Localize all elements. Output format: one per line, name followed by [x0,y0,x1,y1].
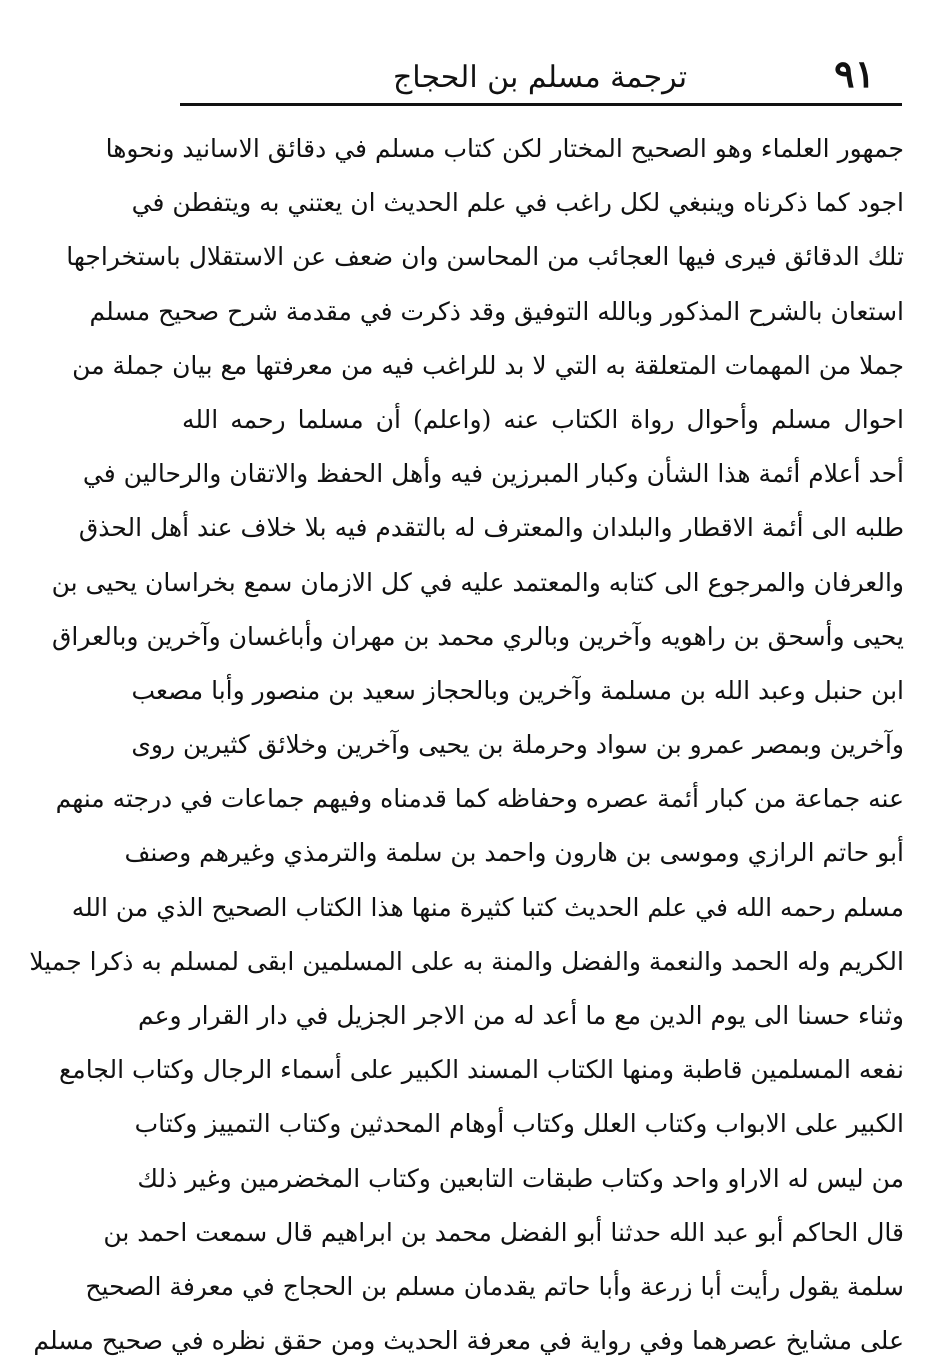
text-line: جمهور العلماء وهو الصحيح المختار لكن كتاب مسلم في دقائق الاسانيد ونحوها [105,134,904,163]
text-line: الكبير على الابواب وكتاب العلل وكتاب أوهام المحدثين وكتاب التمييز وكتاب [134,1109,904,1139]
text-line: تلك الدقائق فيرى فيها العجائب من المحاسن وان ضعف عن الاستقلال باستخراجها [66,242,904,272]
text-line: وآخرين وبمصر عمرو بن سواد وحرملة بن يحيى وآخرين وخلائق كثيرين روى [131,730,904,760]
text-line: ابن حنبل وعبد الله بن مسلمة وآخرين وبالحجاز سعيد بن منصور وأبا مصعب [131,675,904,705]
text-line: احوال مسلم وأحوال رواة الكتاب عنه (واعلم) أن مسلما رحمه الله [182,404,904,434]
page-header [175,48,905,104]
text-line: طلبه الى أئمة الاقطار والبلدان والمعترف له بالتقدم فيه بلا خلاف عند أهل الحذق [78,513,904,543]
text-line: نفعه المسلمين قاطبة ومنها الكتاب المسند الكبير على أسماء الرجال وكتاب الجامع [59,1055,904,1085]
running-title: ترجمة مسلم بن الحجاج [392,60,688,95]
text-line: على مشايخ عصرهما وفي رواية في معرفة الحديث ومن حقق نظره في صحيح مسلم [33,1326,904,1356]
text-line: قال الحاكم أبو عبد الله حدثنا أبو الفضل محمد بن ابراهيم قال سمعت احمد بن [103,1217,904,1247]
text-line: أبو حاتم الرازي وموسى بن هارون واحمد بن سلمة والترمذي وغيرهم وصنف [124,838,904,868]
text-line: سلمة يقول رأيت أبا زرعة وأبا حاتم يقدمان مسلم بن الحجاج في معرفة الصحيح [85,1271,904,1301]
text-line: أحد أعلام أئمة هذا الشأن وكبار المبرزين فيه وأهل الحفظ والاتقان والرحالين في [82,459,904,489]
text-line: يحيى وأسحق بن راهويه وآخرين وبالري محمد بن مهران وأباغسان وآخرين وبالعراق [52,621,904,651]
text-line: جملا من المهمات المتعلقة به التي لا بد للراغب فيه من معرفتها مع بيان جملة من [72,350,904,380]
text-line: استعان بالشرح المذكور وبالله التوفيق وقد ذكرت في مقدمة شرح صحيح مسلم [89,296,904,326]
header-divider [180,103,902,106]
body-text [29,122,904,1368]
text-line: عنه جماعة من كبار أئمة عصره وحفاظه كما قدمناه وفيهم جماعات في درجته منهم [55,784,904,814]
text-line: والعرفان والمرجوع الى كتابه والمعتمد عليه في كل الازمان سمع بخراسان يحيى بن [51,567,904,597]
text-line: الكريم وله الحمد والنعمة والفضل والمنة به على المسلمين ابقى لمسلم به ذكرا جميلا [29,946,904,976]
page-number: ٩١ [834,51,875,96]
text-line: اجود كما ذكرناه وينبغي لكل راغب في علم الحديث ان يعتني به ويتفطن في [131,188,904,218]
text-line: من ليس له الاراو واحد وكتاب طبقات التابعين وكتاب المخضرمين وغير ذلك [137,1163,904,1193]
text-line: وثناء حسنا الى يوم الدين مع ما أعد له من الاجر الجزيل في دار القرار وعم [137,1001,904,1030]
text-line: مسلم رحمه الله في علم الحديث كتبا كثيرة منها هذا الكتاب الصحيح الذي من الله [71,892,904,922]
